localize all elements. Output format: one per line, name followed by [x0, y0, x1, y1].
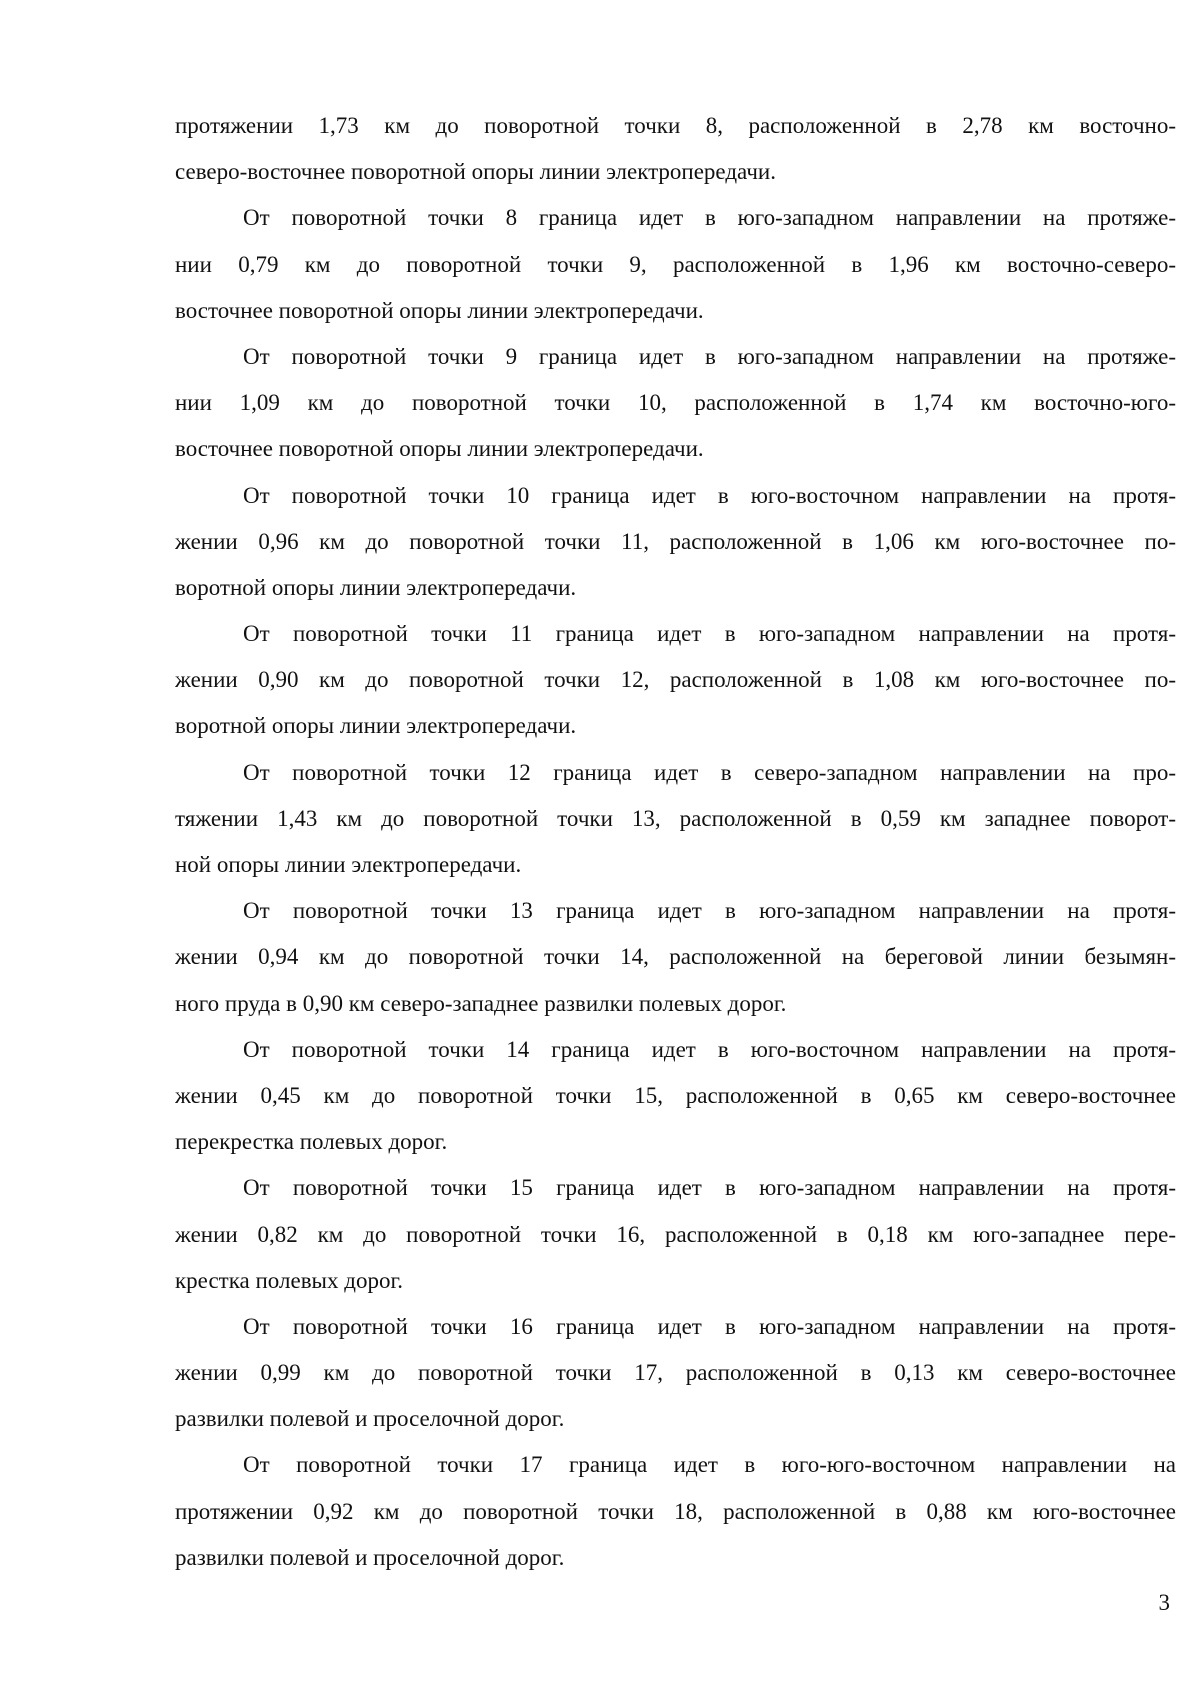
text-line: От поворотной точки 10 граница идет в юго-восточном направлении на протя- [243, 482, 1176, 508]
text-line: протяжении 1,73 км до поворотной точки 8, расположенной в 2,78 км восточно- [175, 113, 1176, 138]
text-line: жении 0,82 км до поворотной точки 16, расположенной в 0,18 км юго-западнее пере- [175, 1221, 1176, 1247]
text-line: От поворотной точки 12 граница идет в северо-западном направлении на про- [243, 759, 1176, 785]
paragraph [175, 473, 1176, 612]
text-line: тяжении 1,43 км до поворотной точки 13, расположенной в 0,59 км западнее поворот- [175, 805, 1176, 831]
text-line: воротной опоры линии электропередачи. [175, 713, 577, 739]
text-line: ной опоры линии электропередачи. [175, 852, 522, 877]
paragraph [175, 1165, 1176, 1304]
body-text [175, 103, 1176, 1581]
text-line: От поворотной точки 17 граница идет в юго-юго-восточном направлении на [243, 1452, 1176, 1478]
text-line: жении 0,90 км до поворотной точки 12, расположенной в 1,08 км юго-восточнее по- [175, 667, 1176, 693]
paragraph [175, 1442, 1176, 1581]
paragraph [175, 1027, 1176, 1166]
text-line: воротной опоры линии электропередачи. [175, 574, 577, 600]
text-line: От поворотной точки 16 граница идет в юго-западном направлении на протя- [243, 1313, 1176, 1339]
text-line: крестка полевых дорог. [175, 1267, 404, 1293]
text-line: От поворотной точки 8 граница идет в юго-западном направлении на протяже- [243, 205, 1176, 231]
text-line: От поворотной точки 13 граница идет в юго-западном направлении на протя- [243, 898, 1176, 924]
text-line: От поворотной точки 11 граница идет в юго-западном направлении на протя- [243, 621, 1176, 647]
text-line: нии 1,09 км до поворотной точки 10, расположенной в 1,74 км восточно-юго- [175, 390, 1176, 416]
paragraph [175, 195, 1176, 334]
text-line: жении 0,45 км до поворотной точки 15, расположенной в 0,65 км северо-восточнее [175, 1082, 1176, 1108]
page-number: 3 [1158, 1590, 1170, 1615]
text-line: восточнее поворотной опоры линии электропередачи. [175, 297, 704, 323]
paragraph [175, 750, 1176, 889]
text-line: развилки полевой и проселочной дорог. [175, 1544, 565, 1570]
text-line: нии 0,79 км до поворотной точки 9, расположенной в 1,96 км восточно-северо- [175, 251, 1176, 277]
text-line: жении 0,96 км до поворотной точки 11, расположенной в 1,06 км юго-восточнее по- [175, 528, 1176, 554]
text-line: восточнее поворотной опоры линии электропередачи. [175, 436, 704, 462]
paragraph [175, 1304, 1176, 1443]
text-line: протяжении 0,92 км до поворотной точки 18, расположенной в 0,88 км юго-восточнее [175, 1498, 1176, 1524]
text-line: ного пруда в 0,90 км северо-западнее развилки полевых дорог. [175, 990, 787, 1016]
text-line: северо-восточнее поворотной опоры линии электропередачи. [175, 159, 776, 185]
paragraph [175, 103, 1176, 195]
text-line: От поворотной точки 15 граница идет в юго-западном направлении на протя- [243, 1175, 1176, 1201]
text-line: От поворотной точки 9 граница идет в юго-западном направлении на протяже- [243, 343, 1176, 369]
text-line: жении 0,94 км до поворотной точки 14, расположенной на береговой линии безымян- [175, 944, 1176, 970]
paragraph [175, 888, 1176, 1027]
text-line: жении 0,99 км до поворотной точки 17, расположенной в 0,13 км северо-восточнее [175, 1360, 1176, 1386]
text-line: развилки полевой и проселочной дорог. [175, 1406, 565, 1432]
paragraph [175, 334, 1176, 473]
text-line: перекрестка полевых дорог. [175, 1129, 448, 1155]
paragraph [175, 611, 1176, 750]
text-line: От поворотной точки 14 граница идет в юго-восточном направлении на протя- [243, 1036, 1176, 1062]
